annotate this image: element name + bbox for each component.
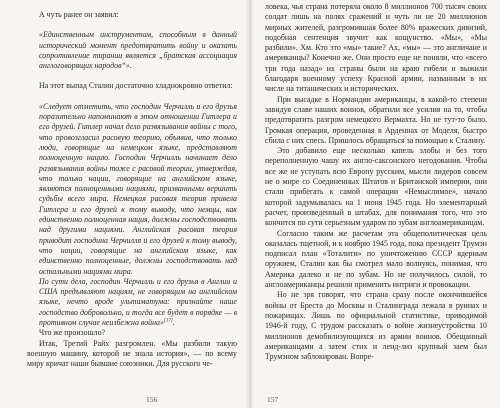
paragraph: При высадке в Нормандии американцы, в какой-то степени завидуя славе наших воинов, обратили все усилия на то, чтобы предотвратить разгром немецкого Вермахта. Но не тут-то было. Громкая операция, проведенная в Арденнах от Моделя, быстро сбила с них спесь. Пришлось обращаться за помощью к Сталину. bbox=[265, 94, 487, 145]
book-gutter bbox=[246, 0, 254, 408]
paragraph: Согласно таким же расчетам эта общеполитическая цель оказалась тщетной, и к ноябрю 1945 года, пока президент Трумэн подписал план «Тоталити» по уничтожению СССР ядерным оружием, Сталин как бы смотрел мало волнуясь, понимая, что Америка далеко и не по зубам. Но не получилось силой, то англоамериканцы решили применить интриги и провокации. bbox=[265, 228, 487, 290]
stalin-quote-text: По сути дела, господин Черчилль и его друзья в Англии и США предъявляют нациям, не говорящим на английском языке, нечто вроде ультиматума: признайте наше господство добровольно, и тогда все будет в порядке — в противном случае неизбежна война» bbox=[39, 276, 237, 328]
paragraph: Но не зря говорят, что страна сразу после окончившейся войны от Бреста до Москвы и Сталинграда лежала в руинах и пожарищах. Лишь по официальной статистике, приводимой 1946-й году, С трудом рассказать о войне жизнеустройства 10 миллионов демобилизующихся из армии воинов. Обещанный американцами а затем стих и ленд-лиз крупный заем был Трумэном заблокирован. Вопре- bbox=[265, 290, 487, 362]
right-page-text bbox=[265, 2, 487, 362]
paragraph: Это добавило еще несколько капель злобы и без того переполненную чашу их англо-саксонского негодования. Чтобы все же не уступать всю Европу русским, мысли лидеров совсем не о мире со Соединенных Штатов и Британской империи, они стали прибегать к самой операции «Немыслимое», начало которой задумывалась на 1 июня 1945 года. Но элементарный расчет, произведенный в штабах, для понимания того, что это кончится по сути серьезным ударом по зубам англоамериканцам. bbox=[265, 146, 487, 228]
paragraph: Итак, Третий Райх разгромлен. «Мы разбили такую военную машину, которой не знала история», — по всему миру кричат наши бывшие союзники. Для русского че- bbox=[27, 338, 237, 369]
stalin-quote-continued: По сути дела, господин Черчилль и его друзья в Англии и США предъявляют нациям, не говорящим на английском языке, нечто вроде ультиматума: признайте наше господство добровольно, и тогда все будет в порядке — в противном случае неизбежна война»[17]. bbox=[39, 276, 237, 328]
footnote-mark: [17] bbox=[163, 318, 173, 324]
paragraph: Что же произошло? bbox=[39, 328, 106, 338]
paragraph: ловека, чья страна потеряла около 8 миллионов 700 тысяч своих солдат лишь на полях сражений и чуть ли не 20 миллионов мирных жителей, разгромившая более 80% вражеских дивизий, подобная сентенция звучит как кощунство. «Мы», «Мы разбили». Хм. Кто это «мы» такие? Ах, «мы» — это англичане и американцы? Конечно же. Они просто еще не поняли, что «всего три года назад» их страны были на краю гибели и выжили благодаря военному успеху Красной армии, названным в их числе на титанических и исторических. bbox=[265, 2, 487, 94]
paragraph: На этот выпад Сталин достаточно хладнокровно ответил: bbox=[39, 81, 233, 91]
paragraph: А чуть ранее он заявил: bbox=[39, 10, 119, 19]
page-number: 157 bbox=[267, 395, 279, 404]
right-page bbox=[251, 0, 500, 408]
left-page-text bbox=[27, 10, 237, 370]
stalin-quote: «Следует отметить, что господин Черчилль и его друзья поразительно напоминают в этом отношении Гитлера и его друзей. Гитлер начал дело развязывания войны с того, что провозгласил расовую теорию, объявив, что только люди, говорящие на немецком языке, представляют полноценную нацию. Господин Черчилль начинает дело развязывания войны тоже с расовой теории, утверждая, что только нации, говорящие на английском языке, являются полноценными нациями, призванными вершить судьбы всего мира. Немецкая расовая теория привела Гитлера и его друзей к тому выводу, что немцы, как единственно полноценная нация, должны господствовать над другими нациями. Английская расовая теория приводит господина Черчилля и его друзей к тому выводу, что нации, говорящие на английском языке, как единственно полноценные, должны господствовать над остальными нациями мира. bbox=[39, 101, 237, 276]
page-number: 156 bbox=[146, 395, 158, 404]
churchill-quote: «Единственным инструментом, способным в данный исторический момент предотвратить войну и оказать сопротивление тирании является „братская ассоциация англоговорящих народов“». bbox=[39, 30, 237, 71]
left-page bbox=[0, 0, 249, 408]
